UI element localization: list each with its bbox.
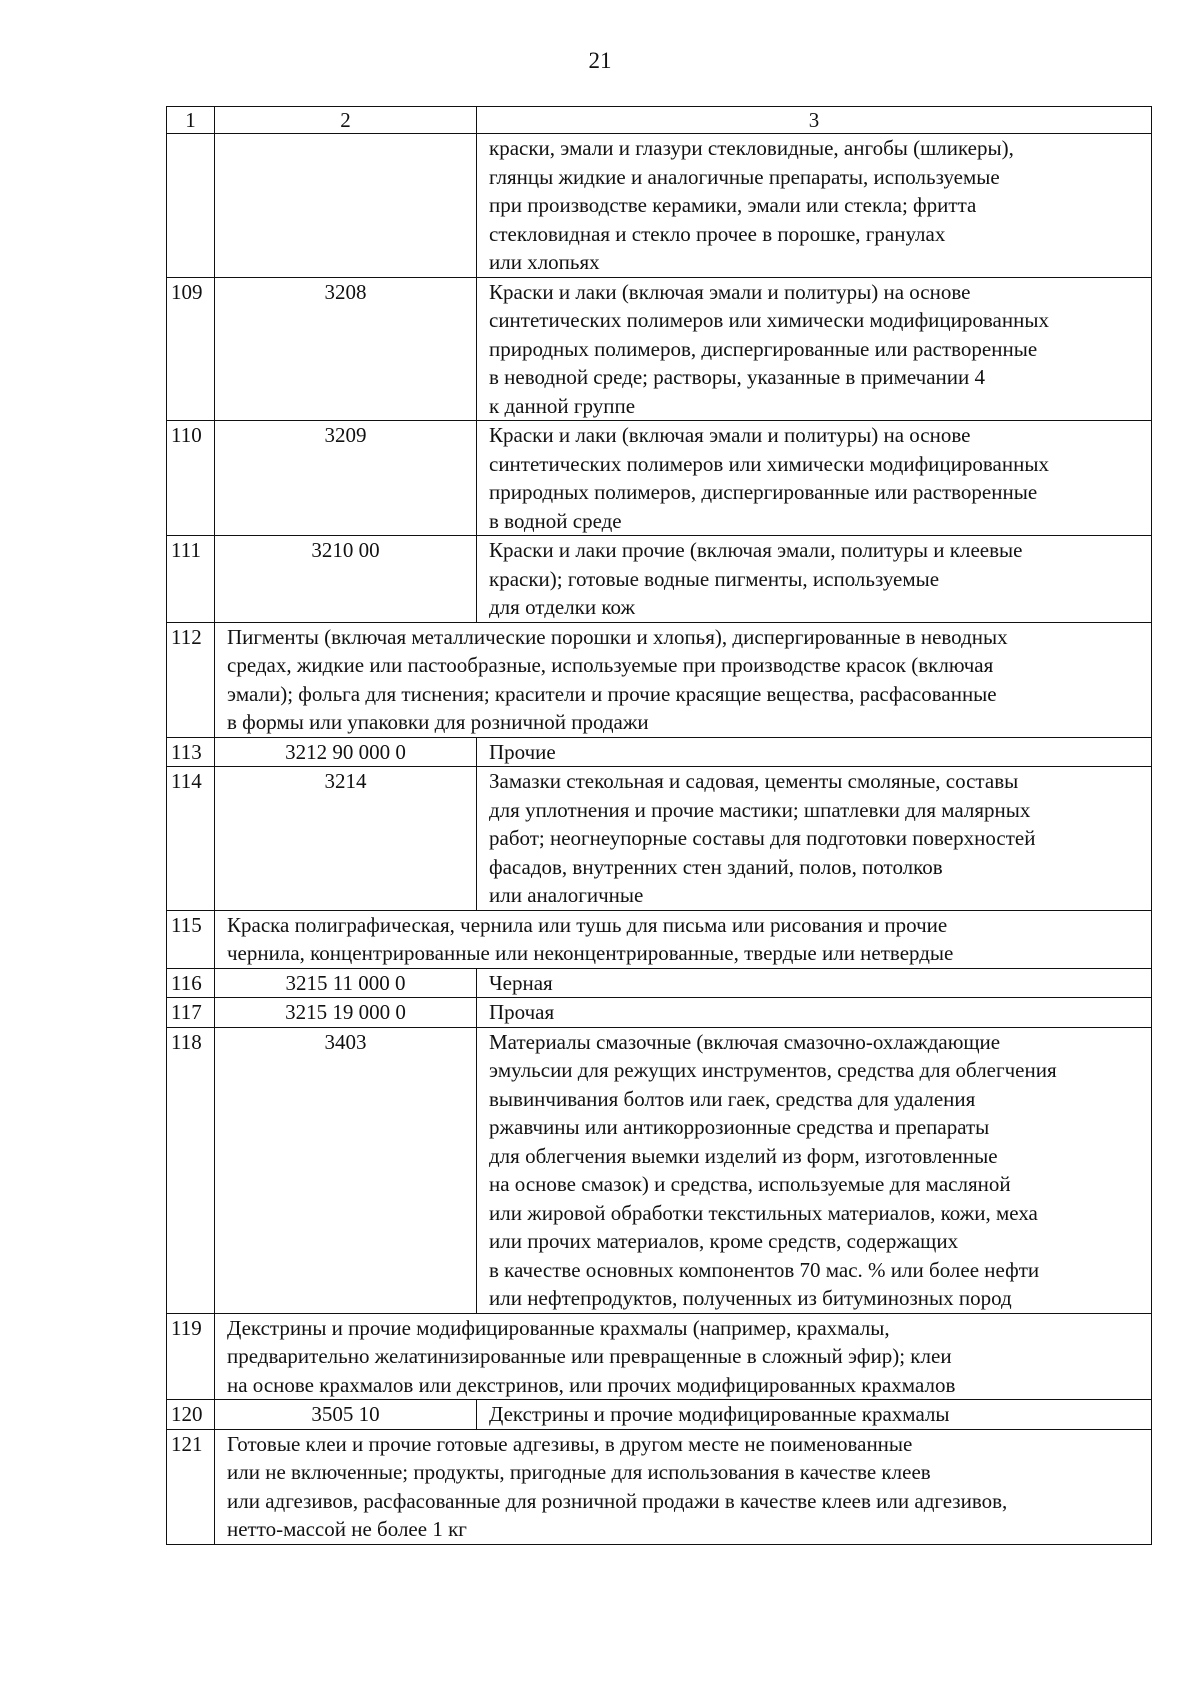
row-code — [215, 134, 477, 278]
description-line: или адгезивов, расфасованные для розничной продажи в качестве клеев или адгезивов, — [227, 1488, 1008, 1513]
row-number: 120 — [167, 1400, 215, 1430]
row-description — [215, 1429, 1152, 1544]
row-number: 114 — [167, 767, 215, 911]
description-line: Прочая — [489, 1000, 555, 1024]
description-line: краски, эмали и глазури стекловидные, ангобы (шликеры), — [489, 136, 1014, 160]
row-code: 3215 19 000 0 — [215, 998, 477, 1028]
table-row — [167, 968, 1152, 998]
description-line: или хлопьях — [489, 250, 600, 274]
description-line: Декстрины и прочие модифицированные крахмалы (например, крахмалы, — [227, 1315, 890, 1340]
row-description — [477, 536, 1152, 623]
description-line: или жировой обработки текстильных материалов, кожи, меха — [489, 1200, 1038, 1225]
description-line: в качестве основных компонентов 70 мас. % или более нефти — [489, 1257, 1040, 1282]
description-line: или аналогичные — [489, 883, 644, 907]
description-line: на основе смазок) и средства, используемые для масляной — [489, 1172, 1011, 1196]
description-line: или прочих материалов, кроме средств, содержащих — [489, 1229, 959, 1253]
description-line: синтетических полимеров или химически модифицированных — [489, 451, 1049, 476]
description-line: предварительно желатинизированные или превращенные в сложный эфир); клеи — [227, 1344, 952, 1368]
table-row — [167, 737, 1152, 767]
row-number: 117 — [167, 998, 215, 1028]
row-number: 119 — [167, 1313, 215, 1400]
row-code: 3215 11 000 0 — [215, 968, 477, 998]
description-line: эмали); фольга для тиснения; красители и прочие красящие вещества, расфасованные — [227, 681, 997, 706]
table-row — [167, 134, 1152, 278]
row-number: 111 — [167, 536, 215, 623]
row-code: 3214 — [215, 767, 477, 911]
table-row — [167, 277, 1152, 421]
row-code: 3209 — [215, 421, 477, 536]
description-line: чернила, концентрированные или неконцентрированные, твердые или нетвердые — [227, 941, 954, 965]
table-row — [167, 536, 1152, 623]
description-line: Декстрины и прочие модифицированные крахмалы — [489, 1402, 950, 1426]
description-line: Прочие — [489, 739, 556, 764]
table-row — [167, 1313, 1152, 1400]
description-line: Пигменты (включая металлические порошки и хлопья), диспергированные в неводных — [227, 624, 1008, 649]
row-description — [477, 1400, 1152, 1430]
row-number: 109 — [167, 277, 215, 421]
description-line: для облегчения выемки изделий из форм, изготовленные — [489, 1143, 998, 1168]
description-line: природных полимеров, диспергированные или растворенные — [489, 480, 1038, 504]
row-description — [477, 277, 1152, 421]
header-col-3: 3 — [477, 107, 1152, 134]
description-line: краски); готовые водные пигменты, используемые — [489, 566, 940, 591]
table-row — [167, 622, 1152, 737]
description-line: или нефтепродуктов, полученных из битуминозных пород — [489, 1286, 1012, 1310]
description-line: для отделки кож — [489, 595, 635, 619]
description-line: Готовые клеи и прочие готовые адгезивы, в другом месте не поименованные — [227, 1431, 913, 1456]
row-code: 3505 10 — [215, 1400, 477, 1430]
table-row — [167, 998, 1152, 1028]
row-code: 3210 00 — [215, 536, 477, 623]
table-row — [167, 767, 1152, 911]
description-line: Краски и лаки (включая эмали и политуры) на основе — [489, 279, 971, 304]
row-description — [215, 910, 1152, 968]
row-number: 116 — [167, 968, 215, 998]
row-number: 115 — [167, 910, 215, 968]
row-number: 118 — [167, 1027, 215, 1313]
row-description — [477, 767, 1152, 911]
description-line: работ; неогнеупорные составы для подготовки поверхностей — [489, 826, 1036, 850]
header-col-1: 1 — [167, 107, 215, 134]
description-line: эмульсии для режущих инструментов, средства для облегчения — [489, 1058, 1057, 1082]
tariff-table — [166, 106, 1152, 1545]
row-code: 3403 — [215, 1027, 477, 1313]
description-line: Материалы смазочные (включая смазочно-охлаждающие — [489, 1029, 1001, 1054]
row-description — [215, 1313, 1152, 1400]
header-col-2: 2 — [215, 107, 477, 134]
description-line: природных полимеров, диспергированные или растворенные — [489, 336, 1038, 361]
description-line: фасадов, внутренних стен зданий, полов, потолков — [489, 854, 943, 879]
row-description — [477, 737, 1152, 767]
row-code: 3212 90 000 0 — [215, 737, 477, 767]
description-line: на основе крахмалов или декстринов, или прочих модифицированных крахмалов — [227, 1372, 956, 1397]
row-description — [477, 968, 1152, 998]
description-line: Краски и лаки (включая эмали и политуры) на основе — [489, 423, 971, 447]
table-body — [167, 107, 1152, 1545]
description-line: при производстве керамики, эмали или стекла; фритта — [489, 193, 977, 217]
row-description — [215, 622, 1152, 737]
description-line: к данной группе — [489, 393, 636, 418]
page-number: 21 — [588, 48, 612, 73]
row-code: 3208 — [215, 277, 477, 421]
row-number: 113 — [167, 737, 215, 767]
row-description — [477, 998, 1152, 1028]
description-line: для уплотнения и прочие мастики; шпатлевки для малярных — [489, 797, 1031, 822]
row-description — [477, 134, 1152, 278]
description-line: Краска полиграфическая, чернила или тушь для письма или рисования и прочие — [227, 912, 948, 937]
description-line: вывинчивания болтов или гаек, средства для удаления — [489, 1086, 976, 1111]
table-row — [167, 421, 1152, 536]
description-line: в формы или упаковки для розничной продажи — [227, 710, 649, 734]
description-line: или не включенные; продукты, пригодные для использования в качестве клеев — [227, 1460, 931, 1484]
row-description — [477, 421, 1152, 536]
description-line: ржавчины или антикоррозионные средства и препараты — [489, 1115, 990, 1139]
table-header-row — [167, 107, 1152, 134]
table-row — [167, 1429, 1152, 1544]
description-line: средах, жидкие или пастообразные, используемые при производстве красок (включая — [227, 653, 994, 677]
description-line: в неводной среде; растворы, указанные в примечании 4 — [489, 365, 986, 389]
description-line: синтетических полимеров или химически модифицированных — [489, 308, 1049, 332]
description-line: в водной среде — [489, 508, 622, 533]
table-row — [167, 1027, 1152, 1313]
description-line: Черная — [489, 970, 553, 995]
description-line: Краски и лаки прочие (включая эмали, политуры и клеевые — [489, 538, 1023, 562]
description-line: глянцы жидкие и аналогичные препараты, используемые — [489, 164, 1000, 189]
description-line: Замазки стекольная и садовая, цементы смоляные, составы — [489, 769, 1019, 793]
description-line: нетто-массой не более 1 кг — [227, 1517, 467, 1541]
row-description — [477, 1027, 1152, 1313]
row-number: 112 — [167, 622, 215, 737]
row-number: 110 — [167, 421, 215, 536]
row-number: 121 — [167, 1429, 215, 1544]
description-line: стекловидная и стекло прочее в порошке, гранулах — [489, 221, 946, 246]
table-row — [167, 1400, 1152, 1430]
table-row — [167, 910, 1152, 968]
row-number — [167, 134, 215, 278]
